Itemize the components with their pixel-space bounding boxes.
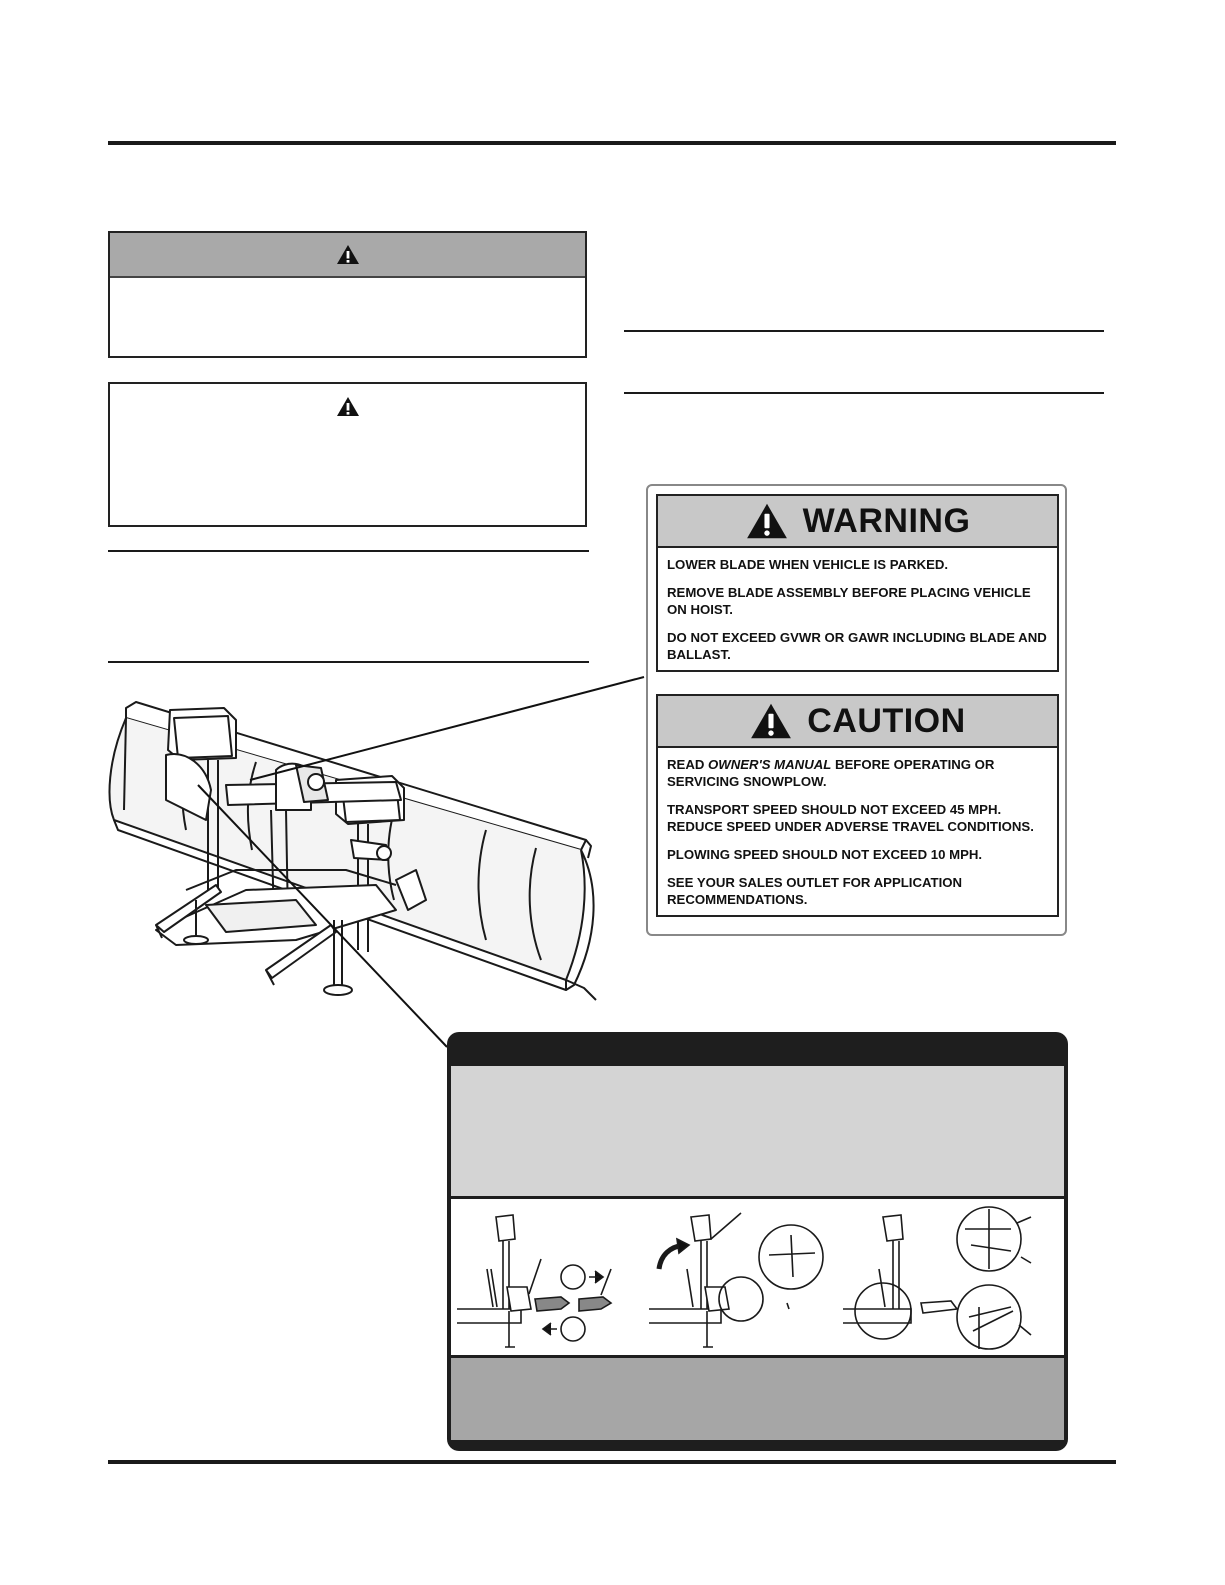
warning-sign-title-text: WARNING <box>802 501 971 540</box>
caution-line-3: PLOWING SPEED SHOULD NOT EXCEED 10 MPH. <box>667 847 983 862</box>
warning-sign-title <box>658 496 1057 548</box>
safety-decal <box>646 484 1067 936</box>
caution-line-4: SEE YOUR SALES OUTLET FOR APPLICATION RECOMMENDATIONS. <box>667 875 963 907</box>
footer-rule <box>108 1460 1116 1464</box>
warning-sign <box>656 494 1059 672</box>
warning-triangle-icon <box>745 502 789 540</box>
caution-sign-title-text: CAUTION <box>807 701 966 740</box>
instruction-panel-header <box>451 1066 1064 1196</box>
caution-sign-title <box>658 696 1057 748</box>
caution-line-2: TRANSPORT SPEED SHOULD NOT EXCEED 45 MPH. REDUCE SPEED UNDER ADVERSE TRAVEL CONDITIONS. <box>667 802 1034 834</box>
caution-line-1: READ OWNER'S MANUAL BEFORE OPERATING OR SERVICING SNOWPLOW. <box>667 757 995 789</box>
warning-line-1: LOWER BLADE WHEN VEHICLE IS PARKED. <box>667 557 949 572</box>
stand-diagram-figures <box>451 1199 1064 1355</box>
caution-sign <box>656 694 1059 917</box>
warning-triangle-icon <box>749 702 793 740</box>
instruction-panel-footer <box>451 1358 1064 1440</box>
instruction-panel-figures <box>451 1199 1064 1355</box>
instruction-panel <box>447 1032 1068 1451</box>
warning-line-3: DO NOT EXCEED GVWR OR GAWR INCLUDING BLADE AND BALLAST. <box>667 630 1047 662</box>
warning-line-2: REMOVE BLADE ASSEMBLY BEFORE PLACING VEHICLE ON HOIST. <box>667 585 1031 617</box>
